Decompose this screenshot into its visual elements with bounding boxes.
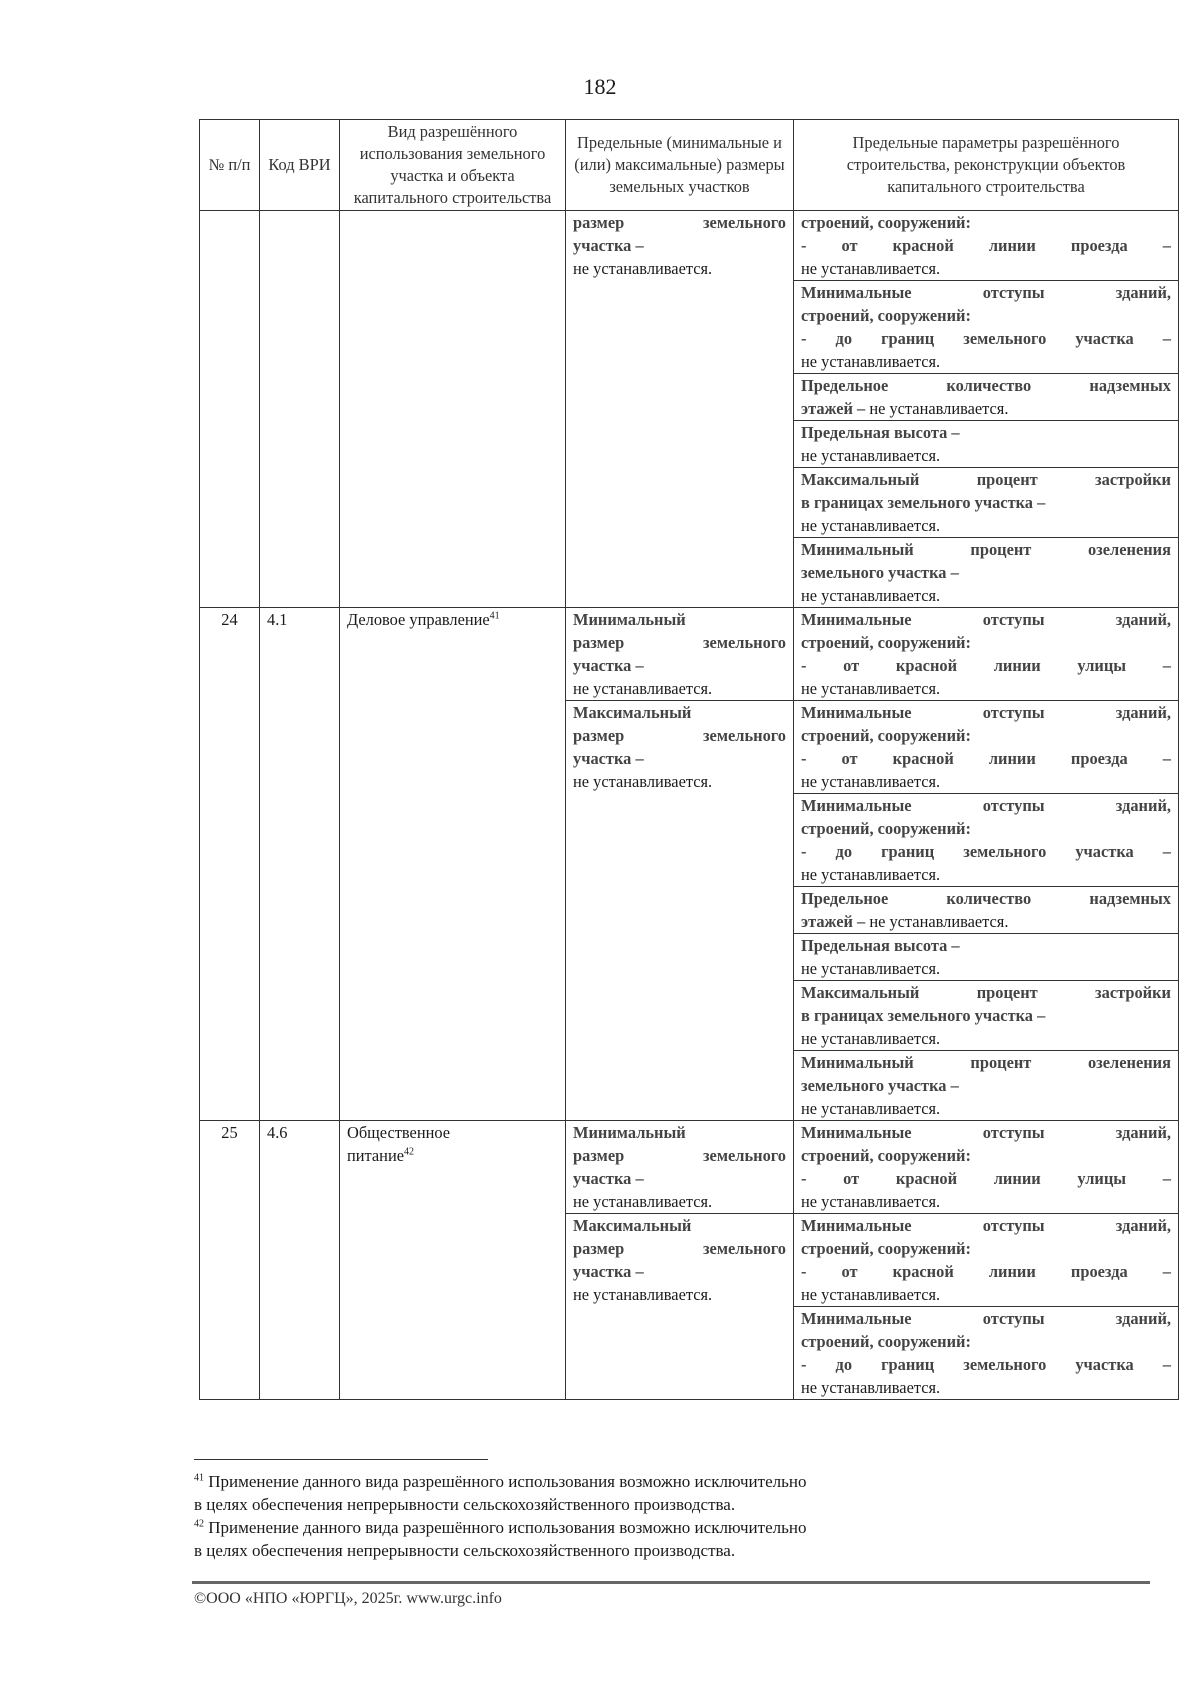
page-footer: ©ООО «НПО «ЮРГЦ», 2025г. www.urgc.info (194, 1590, 502, 1607)
header-sizes: Предельные (минимальные и (или) максимальные) размеры земельных участков (566, 120, 794, 211)
table-row (200, 211, 1179, 281)
footnote-42: $^{42}$ Применение данного вида разрешённого использования возможно исключительно (194, 1518, 807, 1537)
table-row (200, 1121, 1179, 1214)
footnote-ref: 41 (489, 610, 500, 622)
cell-param: Минимальные отступы зданий, строений, сооружений: - от красной линии улицы – не устанавливается. (794, 1121, 1179, 1214)
cell-param: Минимальные отступы зданий, строений, сооружений: - до границ земельного участка – не устанавливается. (794, 1307, 1179, 1400)
cell-param: Максимальный процент застройки в границах земельного участка – не устанавливается. (794, 468, 1179, 538)
cell-size: Максимальный размер земельного участка – не устанавливается. (566, 701, 794, 1121)
cell-param: Максимальный процент застройки в границах земельного участка – не устанавливается. (794, 981, 1179, 1051)
cell-param: Минимальные отступы зданий, строений, сооружений: - от красной линии проезда – не устанавливается. (794, 1214, 1179, 1307)
cell-param: Минимальные отступы зданий, строений, сооружений: - от красной линии улицы – не устанавливается. (794, 608, 1179, 701)
cell-size: Максимальный размер земельного участка – не устанавливается. (566, 1214, 794, 1400)
page-number: 182 (583, 74, 617, 99)
header-params: Предельные параметры разрешённого строительства, реконструкции объектов капитального строительства (794, 120, 1179, 211)
footnote-42-cont: в целях обеспечения непрерывности сельскохозяйственного производства. (194, 1541, 736, 1560)
cell-type (340, 211, 566, 608)
footnote-41: $^{41}$ Применение данного вида разрешённого использования возможно исключительно (194, 1472, 807, 1491)
cell-size: Минимальный размер земельного участка – не устанавливается. (566, 608, 794, 701)
footer-divider (192, 1581, 1150, 1584)
header-code: Код ВРИ (260, 120, 340, 211)
cell-param: Предельная высота – не устанавливается. (794, 421, 1179, 468)
cell-param: Минимальный процент озеленения земельного участка – не устанавливается. (794, 538, 1179, 608)
cell-param: Предельная высота – не устанавливается. (794, 934, 1179, 981)
header-num: № п/п (200, 120, 260, 211)
footnote-ref: 42 (404, 1146, 414, 1158)
cell-param: Минимальные отступы зданий, строений, сооружений: - до границ земельного участка – не устанавливается. (794, 281, 1179, 374)
cell-code: 4.6 (260, 1121, 340, 1400)
cell-param: Предельное количество надземных этажей – не устанавливается. (794, 887, 1179, 934)
header-type: Вид разрешённого использования земельного участка и объекта капитального строительства (340, 120, 566, 211)
footnotes (194, 1470, 1094, 1562)
cell-param: Минимальные отступы зданий, строений, сооружений: - до границ земельного участка – не устанавливается. (794, 794, 1179, 887)
cell-param: Минимальные отступы зданий, строений, сооружений: - от красной линии проезда – не устанавливается. (794, 701, 1179, 794)
footnote-divider (194, 1459, 488, 1460)
cell-param: строений, сооружений: - от красной линии проезда – не устанавливается. (794, 211, 1179, 281)
cell-code (260, 211, 340, 608)
table-row (200, 608, 1179, 701)
zoning-table (199, 119, 1179, 1400)
cell-type: Деловое управление$^{41}$ (340, 608, 566, 1121)
cell-num (200, 211, 260, 608)
cell-size: размер земельного участка – не устанавливается. (566, 211, 794, 608)
cell-size: Минимальный размер земельного участка – не устанавливается. (566, 1121, 794, 1214)
cell-type: Общественное питание$^{42}$ (340, 1121, 566, 1400)
cell-num: 24 (200, 608, 260, 1121)
footnote-41-cont: в целях обеспечения непрерывности сельскохозяйственного производства. (194, 1495, 736, 1514)
cell-num: 25 (200, 1121, 260, 1400)
cell-code: 4.1 (260, 608, 340, 1121)
table-header-row (200, 120, 1179, 211)
cell-param: Предельное количество надземных этажей – не устанавливается. (794, 374, 1179, 421)
cell-param: Минимальный процент озеленения земельного участка – не устанавливается. (794, 1051, 1179, 1121)
